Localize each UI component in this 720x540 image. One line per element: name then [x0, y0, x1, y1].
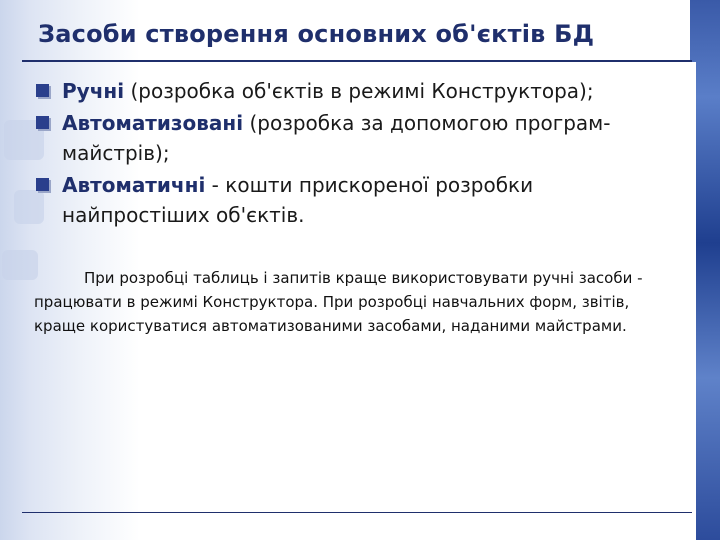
bullet-text: - кошти прискореної розробки найпростіших об'єктів.	[62, 173, 534, 227]
square-bullet-icon	[36, 84, 49, 97]
bullet-item	[34, 170, 684, 230]
content-panel-edge	[690, 62, 696, 540]
square-bullet-icon	[36, 116, 49, 129]
bullet-text: (розробка за допомогою програм-майстрів);	[62, 111, 611, 165]
bullet-term: Ручні	[62, 79, 125, 103]
bullet-item	[34, 76, 684, 106]
footer-divider	[22, 512, 692, 513]
title-underline	[22, 60, 692, 62]
body-paragraph: При розробці таблиць і запитів краще використовувати ручні засоби - працювати в режимі Конструктора. При розробці навчальних форм, звітів, краще користуватися автоматизованими засобами, наданими майстрами.	[34, 269, 643, 335]
square-bullet-icon	[36, 178, 49, 191]
background-tile-decoration	[2, 250, 38, 280]
bullet-list	[34, 76, 684, 232]
bullet-text: (розробка об'єктів в режимі Конструктора);	[124, 79, 594, 103]
bullet-term: Автоматизовані	[62, 111, 244, 135]
bullet-item	[34, 108, 684, 168]
slide-title: Засоби створення основних об'єктів БД	[38, 20, 595, 48]
bullet-term: Автоматичні	[62, 173, 206, 197]
